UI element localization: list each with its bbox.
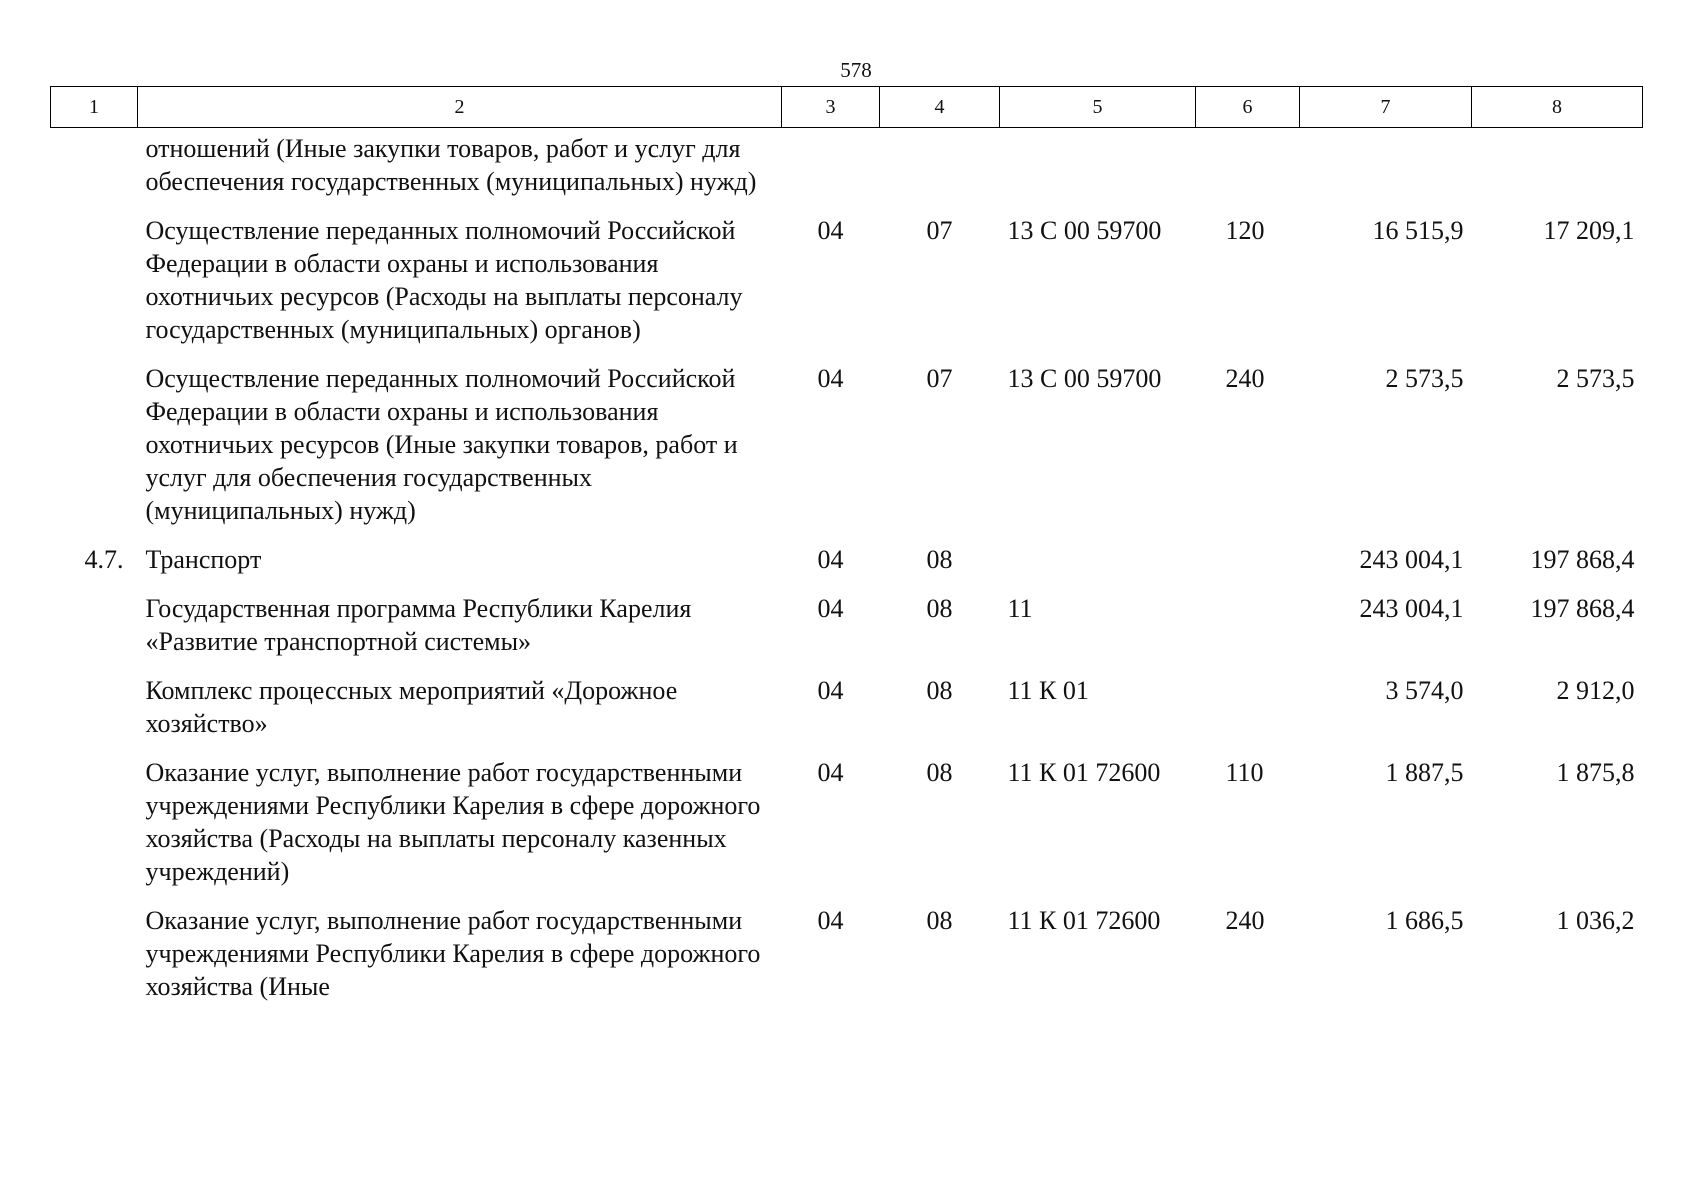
section-number xyxy=(51,904,138,1019)
expense-type-code xyxy=(1196,674,1300,756)
amount-col-8: 1 875,8 xyxy=(1556,758,1635,787)
table-body xyxy=(51,128,1643,1020)
amount-col-7: 3 574,0 xyxy=(1385,676,1464,705)
target-article-code xyxy=(1000,128,1196,215)
column-header: 2 xyxy=(138,87,782,128)
section-number: 4.7. xyxy=(84,545,124,574)
subsection-code xyxy=(880,128,1000,215)
amount-col-7: 2 573,5 xyxy=(1385,364,1464,393)
subsection-code: 08 xyxy=(926,906,953,935)
expense-type-code xyxy=(1196,543,1300,592)
amount-col-7: 1 686,5 xyxy=(1385,906,1464,935)
item-description: Государственная программа Республики Карелия «Развитие транспортной системы» xyxy=(145,594,692,656)
column-header: 4 xyxy=(880,87,1000,128)
item-description: Оказание услуг, выполнение работ государственными учреждениями Республики Карелия в сфере дорожного хозяйства (Расходы на выплаты персоналу казенных учреждений) xyxy=(145,758,761,886)
section-number xyxy=(51,756,138,904)
budget-table xyxy=(50,86,1643,1019)
section-code: 04 xyxy=(817,758,844,787)
table-row xyxy=(51,128,1643,215)
amount-col-7: 1 887,5 xyxy=(1385,758,1464,787)
section-code: 04 xyxy=(817,676,844,705)
section-number xyxy=(51,674,138,756)
item-description: отношений (Иные закупки товаров, работ и услуг для обеспечения государственных (муниципальных) нужд) xyxy=(145,134,757,196)
subsection-code: 08 xyxy=(926,594,953,623)
target-article-code: 11 К 01 72600 xyxy=(1007,906,1161,935)
section-number xyxy=(51,128,138,215)
item-description: Осуществление переданных полномочий Российской Федерации в области охраны и использования охотничьих ресурсов (Иные закупки товаров, работ и услуг для обеспечения государственных (муниципальных) нужд) xyxy=(145,364,738,525)
header-row xyxy=(51,87,1643,128)
column-header: 7 xyxy=(1300,87,1472,128)
subsection-code: 07 xyxy=(926,364,953,393)
subsection-code: 08 xyxy=(926,545,953,574)
table-row xyxy=(51,592,1643,674)
section-number xyxy=(51,214,138,362)
amount-col-7: 243 004,1 xyxy=(1359,545,1464,574)
amount-col-8: 17 209,1 xyxy=(1543,216,1635,245)
table-header xyxy=(51,87,1643,128)
target-article-code: 13 С 00 59700 xyxy=(1007,364,1162,393)
table-row xyxy=(51,214,1643,362)
subsection-code: 08 xyxy=(926,758,953,787)
amount-col-8: 197 868,4 xyxy=(1530,545,1635,574)
amount-col-8: 2 912,0 xyxy=(1556,676,1635,705)
amount-col-7 xyxy=(1300,128,1472,215)
section-code: 04 xyxy=(817,594,844,623)
column-header: 5 xyxy=(1000,87,1196,128)
item-description: Оказание услуг, выполнение работ государственными учреждениями Республики Карелия в сфере дорожного хозяйства (Иные xyxy=(145,906,761,1001)
column-header: 8 xyxy=(1472,87,1643,128)
expense-type-code: 240 xyxy=(1225,906,1265,935)
amount-col-8: 1 036,2 xyxy=(1556,906,1635,935)
section-code xyxy=(782,128,880,215)
table-row xyxy=(51,756,1643,904)
section-number xyxy=(51,592,138,674)
table-row xyxy=(51,543,1643,592)
section-code: 04 xyxy=(817,216,844,245)
item-description: Осуществление переданных полномочий Российской Федерации в области охраны и использования охотничьих ресурсов (Расходы на выплаты персоналу государственных (муниципальных) органов) xyxy=(145,216,743,344)
page-number: 578 xyxy=(840,58,872,82)
item-description: Транспорт xyxy=(145,545,262,574)
column-header: 3 xyxy=(782,87,880,128)
table-row xyxy=(51,904,1643,1019)
expense-type-code: 240 xyxy=(1225,364,1265,393)
target-article-code: 11 К 01 xyxy=(1007,676,1089,705)
amount-col-8: 197 868,4 xyxy=(1530,594,1635,623)
expense-type-code xyxy=(1196,128,1300,215)
section-number xyxy=(51,362,138,543)
amount-col-7: 16 515,9 xyxy=(1372,216,1464,245)
expense-type-code: 120 xyxy=(1225,216,1265,245)
target-article-code: 11 К 01 72600 xyxy=(1007,758,1161,787)
section-code: 04 xyxy=(817,906,844,935)
amount-col-8: 2 573,5 xyxy=(1556,364,1635,393)
target-article-code: 13 С 00 59700 xyxy=(1007,216,1162,245)
expense-type-code: 110 xyxy=(1225,758,1264,787)
section-code: 04 xyxy=(817,364,844,393)
target-article-code xyxy=(1000,543,1196,592)
amount-col-8 xyxy=(1472,128,1643,215)
table-row xyxy=(51,674,1643,756)
amount-col-7: 243 004,1 xyxy=(1359,594,1464,623)
expense-type-code xyxy=(1196,592,1300,674)
column-header: 1 xyxy=(51,87,138,128)
subsection-code: 08 xyxy=(926,676,953,705)
target-article-code: 11 xyxy=(1007,594,1033,623)
table-row xyxy=(51,362,1643,543)
subsection-code: 07 xyxy=(926,216,953,245)
section-code: 04 xyxy=(817,545,844,574)
column-header: 6 xyxy=(1196,87,1300,128)
item-description: Комплекс процессных мероприятий «Дорожное хозяйство» xyxy=(145,676,678,738)
